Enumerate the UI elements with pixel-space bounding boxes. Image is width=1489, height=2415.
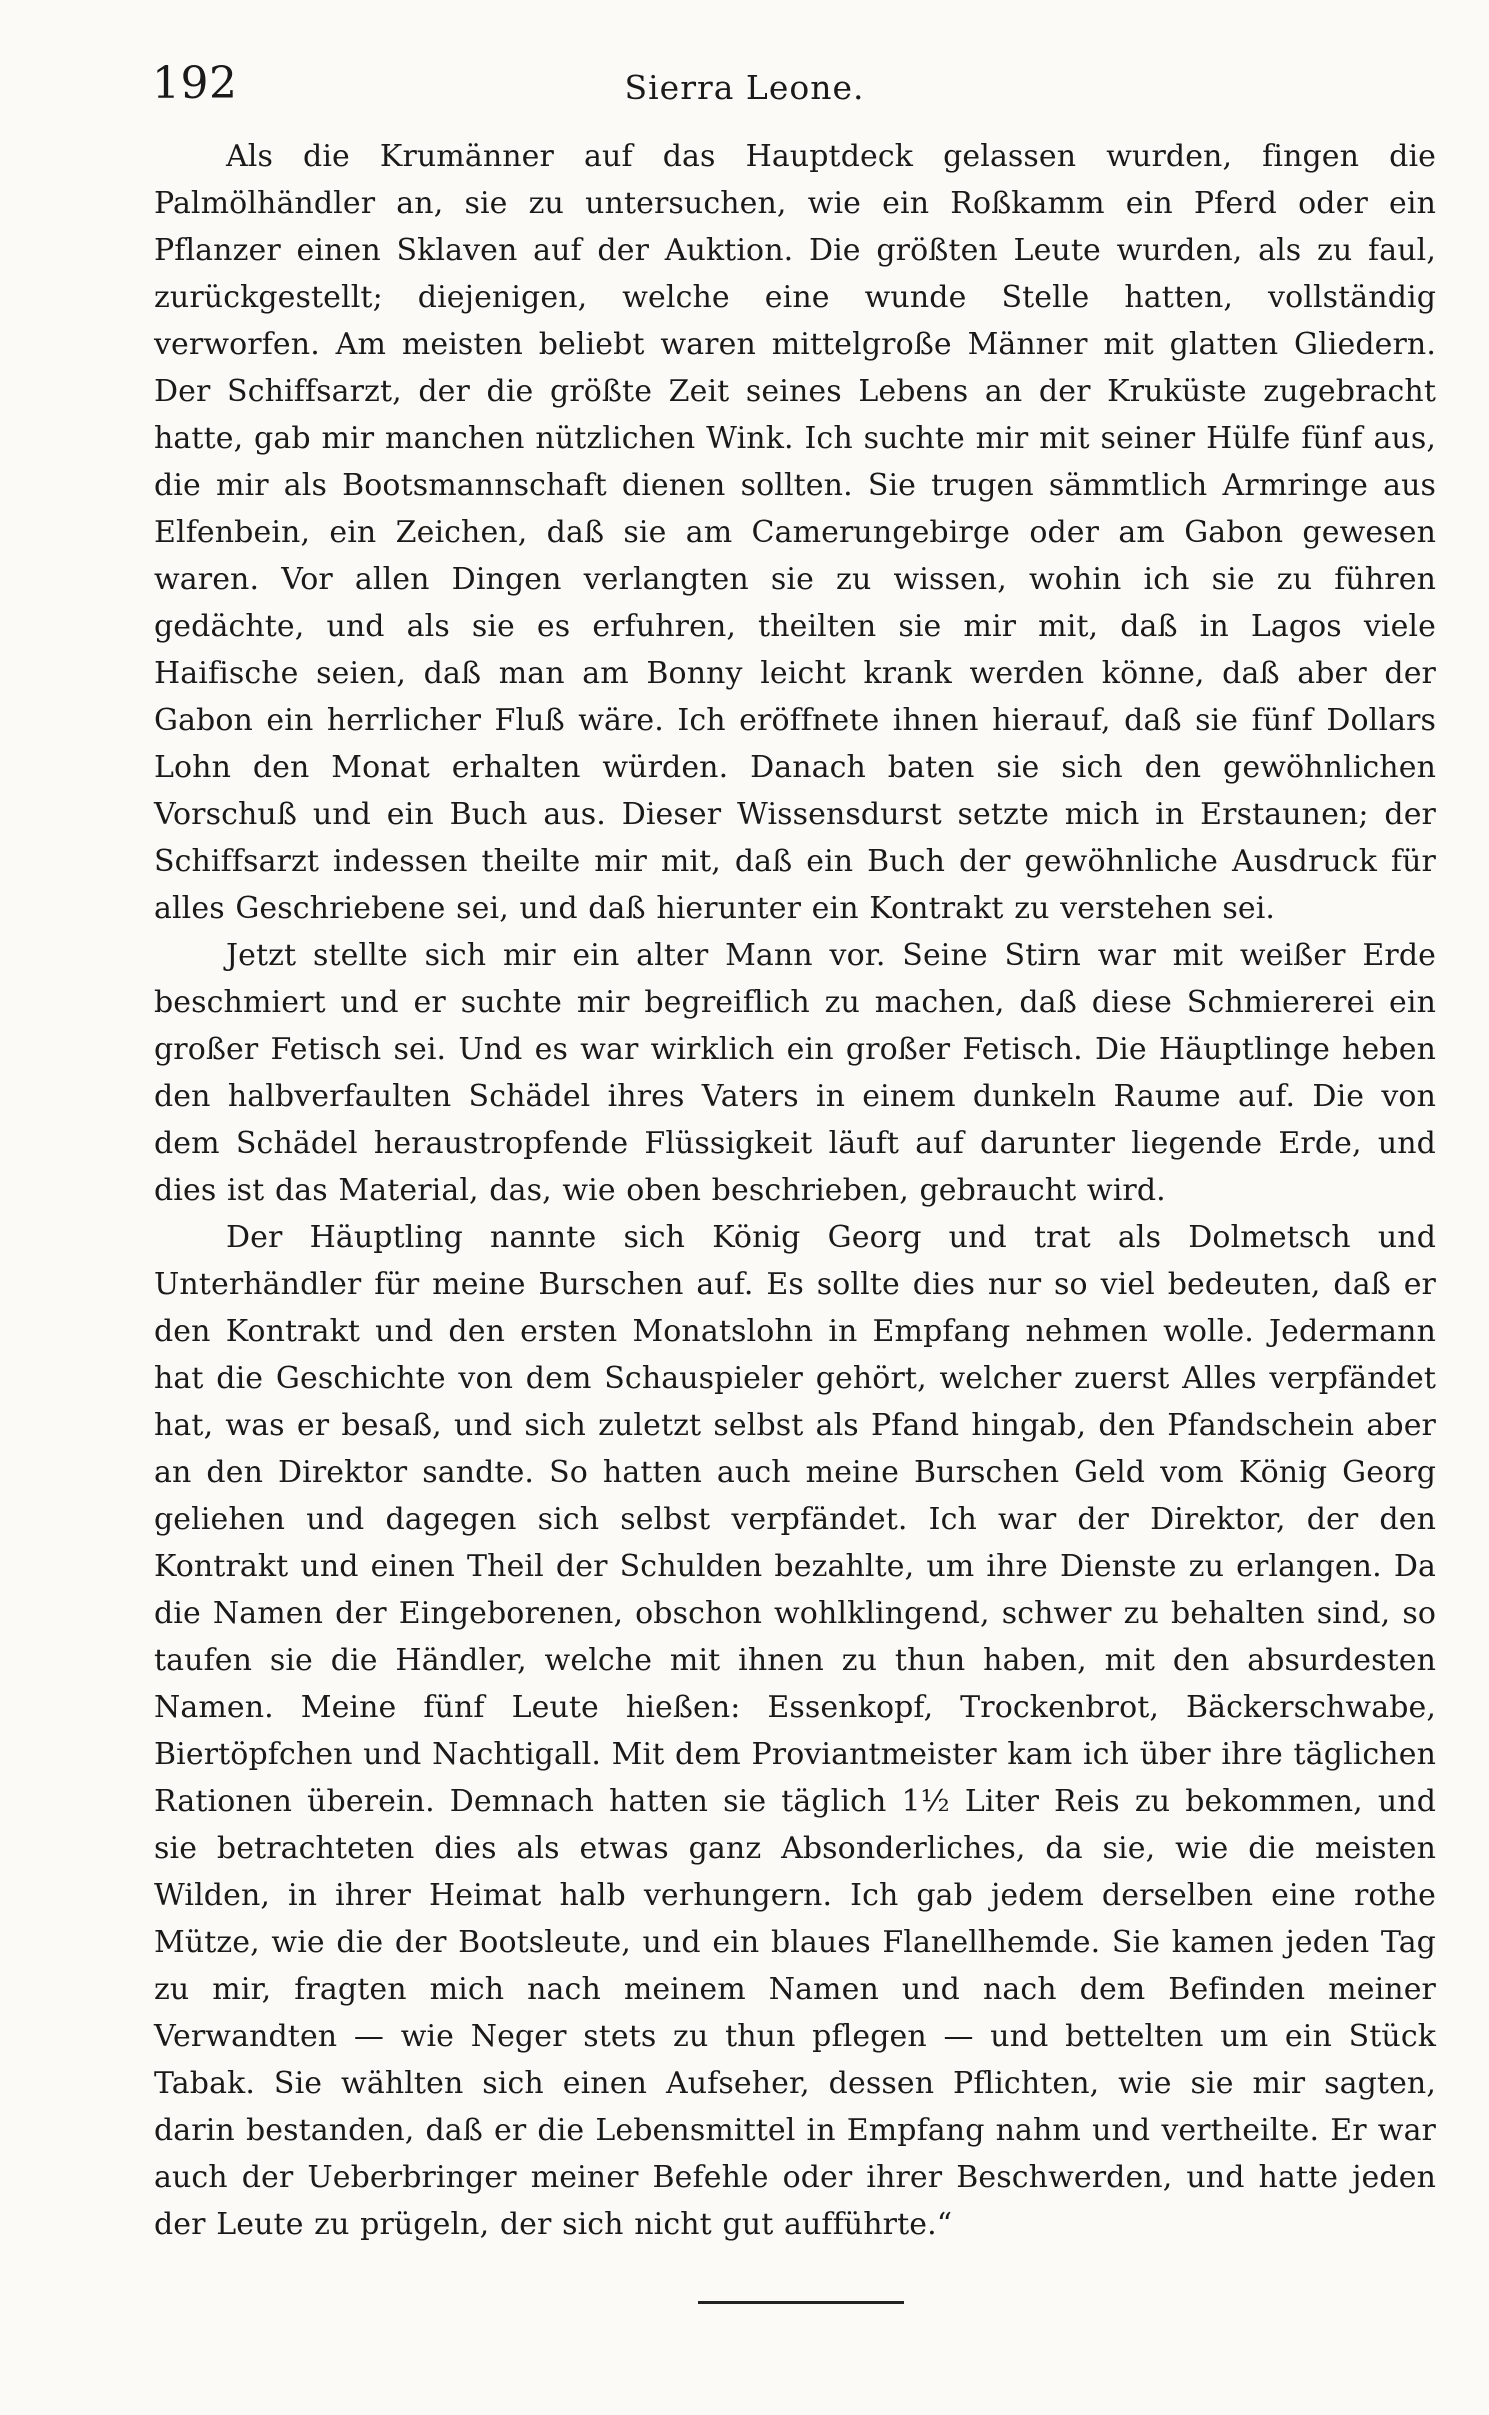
running-title: Sierra Leone.	[624, 68, 865, 107]
paragraph: Als die Krumänner auf das Hauptdeck gelassen wurden, fingen die Palmölhändler an, sie zu untersuchen, wie ein Roßkamm ein Pferd oder ein Pflanzer einen Sklaven auf der Auktion. Die größten Leute wurden, als zu faul, zurückgestellt; diejenigen, welche eine wunde Stelle hatten, vollständig verworfen. Am meisten beliebt waren mittelgroße Männer mit glatten Gliedern. Der Schiffsarzt, der die größte Zeit seines Lebens an der Kruküste zugebracht hatte, gab mir manchen nützlichen Wink. Ich suchte mir mit seiner Hülfe fünf aus, die mir als Bootsmannschaft dienen sollten. Sie trugen sämmtlich Armringe aus Elfenbein, ein Zeichen, daß sie am Camerungebirge oder am Gabon gewesen waren. Vor allen Dingen verlangten sie zu wissen, wohin ich sie zu führen gedächte, und als sie es erfuhren, theilten sie mir mit, daß in Lagos viele Haifische seien, daß man am Bonny leicht krank werden könne, daß aber der Gabon ein herrlicher Fluß wäre. Ich eröffnete ihnen hierauf, daß sie fünf Dollars Lohn den Monat erhalten würden. Danach baten sie sich den gewöhnlichen Vorschuß und ein Buch aus. Dieser Wissensdurst setzte mich in Erstaunen; der Schiffsarzt indessen theilte mir mit, daß ein Buch der gewöhnliche Ausdruck für alles Geschriebene sei, und daß hierunter ein Kontrakt zu verstehen sei.	[154, 139, 1436, 926]
page-body	[154, 133, 1436, 2248]
page-header	[152, 58, 1337, 118]
paragraph: Der Häuptling nannte sich König Georg und trat als Dolmetsch und Unterhändler für meine Burschen auf. Es sollte dies nur so viel bedeuten, daß er den Kontrakt und den ersten Monatslohn in Empfang nehmen wolle. Jedermann hat die Geschichte von dem Schauspieler gehört, welcher zuerst Alles verpfändet hat, was er besaß, und sich zuletzt selbst als Pfand hingab, den Pfandschein aber an den Direktor sandte. So hatten auch meine Burschen Geld vom König Georg geliehen und dagegen sich selbst verpfändet. Ich war der Direktor, der den Kontrakt und einen Theil der Schulden bezahlte, um ihre Dienste zu erlangen. Da die Namen der Eingeborenen, obschon wohlklingend, schwer zu behalten sind, so taufen sie die Händler, welche mit ihnen zu thun haben, mit den absurdesten Namen. Meine fünf Leute hießen: Essenkopf, Trockenbrot, Bäckerschwabe, Biertöpfchen und Nachtigall. Mit dem Proviantmeister kam ich über ihre täglichen Rationen überein. Demnach hatten sie täglich 1½ Liter Reis zu bekommen, und sie betrachteten dies als etwas ganz Absonderliches, da sie, wie die meisten Wilden, in ihrer Heimat halb verhungern. Ich gab jedem derselben eine rothe Mütze, wie die der Bootsleute, und ein blaues Flanellhemde. Sie kamen jeden Tag zu mir, fragten mich nach meinem Namen und nach dem Befinden meiner Verwandten — wie Neger stets zu thun pflegen — und bettelten um ein Stück Tabak. Sie wählten sich einen Aufseher, dessen Pflichten, wie sie mir sagten, darin bestanden, daß er die Lebensmittel in Empfang nahm und vertheilte. Er war auch der Ueberbringer meiner Befehle oder ihrer Beschwerden, und hatte jeden der Leute zu prügeln, der sich nicht gut aufführte.“	[154, 1220, 1436, 2242]
paragraph: Jetzt stellte sich mir ein alter Mann vor. Seine Stirn war mit weißer Erde beschmiert und er suchte mir begreiflich zu machen, daß diese Schmiererei ein großer Fetisch sei. Und es war wirklich ein großer Fetisch. Die Häuptlinge heben den halbverfaulten Schädel ihres Vaters in einem dunkeln Raume auf. Die von dem Schädel heraustropfende Flüssigkeit läuft auf darunter liegende Erde, und dies ist das Material, das, wie oben beschrieben, gebraucht wird.	[154, 938, 1436, 1208]
page-number: 192	[152, 58, 238, 109]
section-divider-rule	[698, 2301, 904, 2304]
